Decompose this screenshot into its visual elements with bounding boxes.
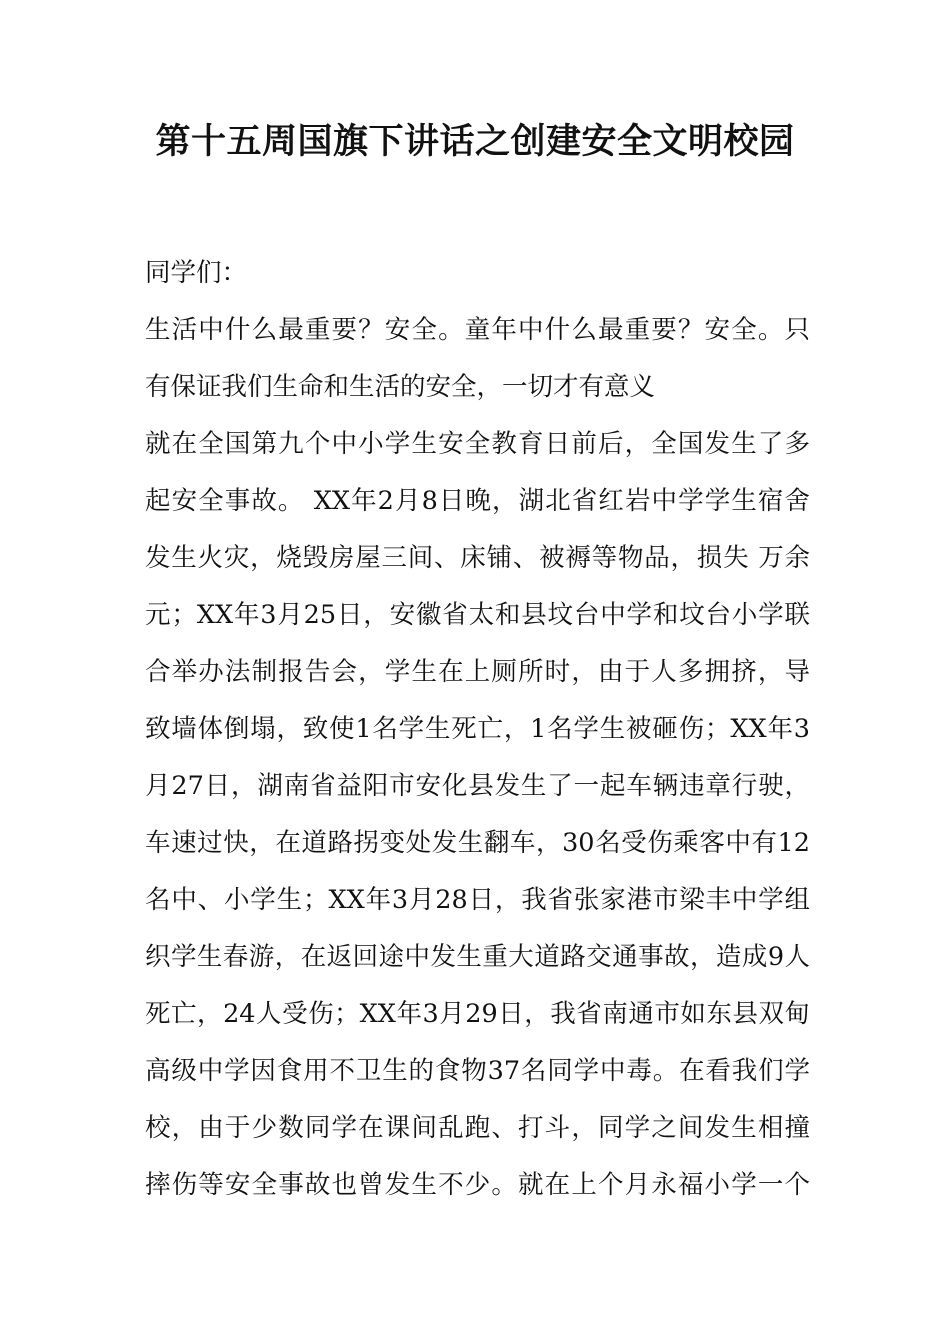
text-line: 织学生春游，在返回途中发生重大道路交通事故，造成9人 — [145, 942, 810, 972]
text-line: 有保证我们生命和生活的安全，一切才有意义 — [145, 372, 656, 402]
text-line: 校，由于少数同学在课间乱跑、打斗，同学之间发生相撞 — [145, 1113, 810, 1143]
text-line: 车速过快，在道路拐变处发生翻车，30名受伤乘客中有12 — [145, 828, 810, 858]
text-line: 名中、小学生；XX年3月28日，我省张家港市梁丰中学组 — [145, 885, 810, 915]
text-line: 致墙体倒塌，致使1名学生死亡，1名学生被砸伤；XX年3 — [145, 714, 810, 744]
text-line: 就在全国第九个中小学生安全教育日前后，全国发生了多 — [145, 429, 810, 459]
text-line: 死亡，24人受伤；XX年3月29日，我省南通市如东县双甸 — [145, 999, 810, 1029]
text-line: 起安全事故。 XX年2月8日晚，湖北省红岩中学学生宿舍 — [145, 486, 810, 516]
text-line: 生活中什么最重要？安全。童年中什么最重要？安全。只 — [145, 315, 810, 345]
text-line: 月27日，湖南省益阳市安化县发生了一起车辆违章行驶， — [145, 771, 810, 801]
text-line: 同学们： — [145, 258, 248, 288]
text-line: 合举办法制报告会，学生在上厕所时，由于人多拥挤，导 — [145, 657, 810, 687]
document-body — [145, 245, 810, 1214]
text-line: 摔伤等安全事故也曾发生不少。就在上个月永福小学一个 — [145, 1170, 810, 1200]
text-line: 高级中学因食用不卫生的食物37名同学中毒。在看我们学 — [145, 1056, 810, 1086]
document-title: 第十五周国旗下讲话之创建安全文明校园 — [155, 122, 795, 162]
text-line: 发生火灾，烧毁房屋三间、床铺、被褥等物品，损失 万余 — [145, 543, 810, 573]
text-line: 元；XX年3月25日，安徽省太和县坟台中学和坟台小学联 — [145, 600, 810, 630]
